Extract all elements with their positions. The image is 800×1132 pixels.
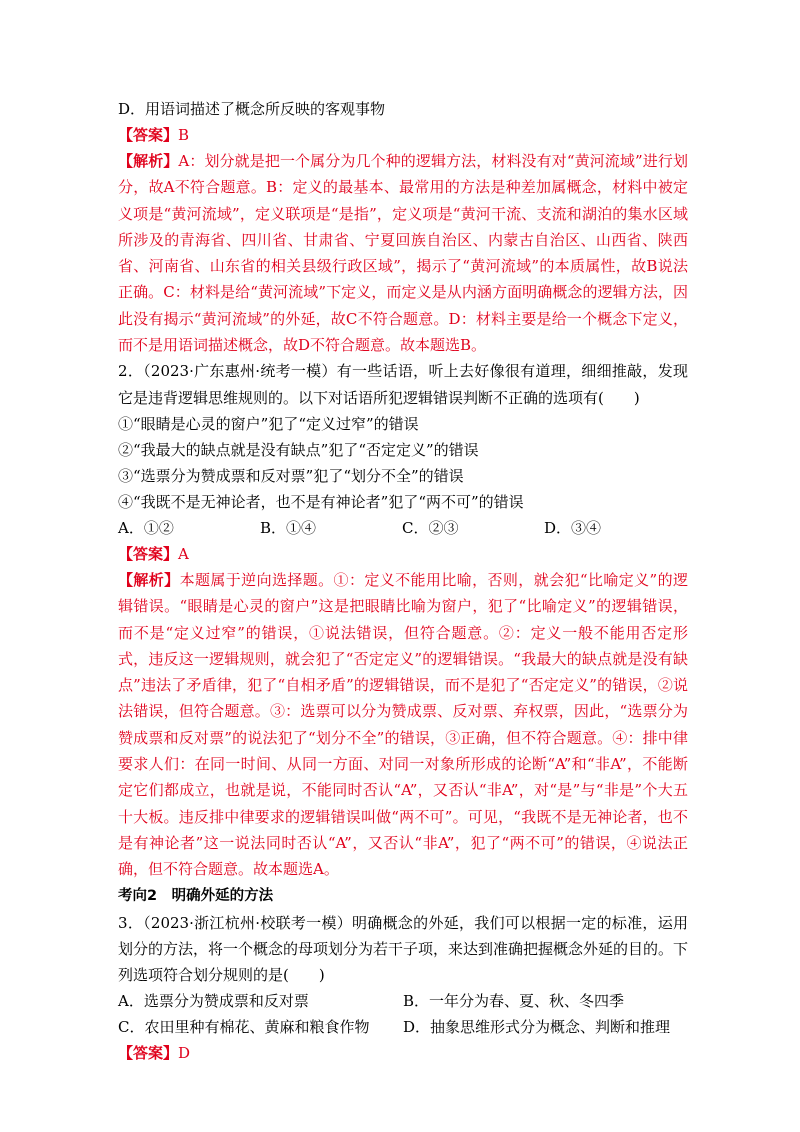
q3-options-row-2	[118, 1014, 688, 1040]
answer-value: A	[178, 544, 189, 563]
q2-option-a: A．①②	[118, 518, 174, 537]
section-heading: 考向2 明确外延的方法	[118, 887, 274, 904]
q2-item-1: ①“眼睛是心灵的窗户”犯了“定义过窄”的错误	[118, 414, 419, 433]
analysis-text: 本题属于逆向选择题。①：定义不能用比喻，否则，就会犯“比喻定义”的逻辑错误。“眼睛是心灵的窗户”这是把眼睛比喻为窗户，犯了“比喻定义”的逻辑错误，而不是“定义过窄”的错误，①说法错误，但符合题意。②：定义一般不能用否定形式，违反这一逻辑规则，就会犯了“否定定义”的逻辑错误。“我最大的缺点就是没有缺点”违法了矛盾律，犯了“自相矛盾”的逻辑错误，而不是犯了“否定定义”的错误，②说法错误，但符合题意。③：选票可以分为赞成票、反对票、弃权票，因此，“选票分为赞成票和反对票”的说法犯了“划分不全”的错误，③正确，但不符合题意。④：排中律要求人们：在同一时间、从同一方面、对同一对象所形成的论断“A”和“非A”，不能断定它们都成立，也就是说，不能同时否认“A”，又否认“非A”，对“是”与“非是”个大五十大板。违反排中律要求的逻辑错误叫做“两不可”。可见，“我既不是无神论者，也不是有神论者”这一说法同时否认“A”，又否认“非A”，犯了“两不可”的错误，④说法正确，但不符合题意。故本题选A。	[118, 570, 688, 879]
answer-label: 【答案】	[118, 1044, 179, 1063]
q2-options	[118, 515, 688, 541]
q3-option-c: C．农田里种有棉花、黄麻和粮食作物	[118, 1018, 370, 1037]
q3-options-row-1	[118, 988, 688, 1014]
q2-item-4: ④“我既不是无神论者，也不是有神论者”犯了“两不可”的错误	[118, 492, 524, 511]
q3-stem: 3．（2023·浙江杭州·校联考一模）明确概念的外延，我们可以根据一定的标准，运用划分的方法，将一个概念的母项划分为若干子项，来达到准确把握概念外延的目的。下列选项符合划分规则的是( )	[118, 913, 689, 985]
q2-stem: 2．（2023·广东惠州·统考一模）有一些话语，听上去好像很有道理，细细推敲，发现它是违背逻辑思维规则的。以下对话语所犯逻辑错误判断不正确的选项有( )	[118, 362, 688, 407]
answer-value: B	[178, 126, 190, 144]
answer-value: D	[178, 1044, 191, 1063]
q2-option-d: D．③④	[544, 518, 602, 537]
answer-label: 【答案】	[118, 126, 179, 144]
q2-item-3: ③“选票分为赞成票和反对票”犯了“划分不全”的错误	[118, 466, 464, 485]
analysis-label: 【解析】	[118, 152, 179, 170]
q3-option-b: B．一年分为春、夏、秋、冬四季	[403, 992, 625, 1011]
analysis-label: 【解析】	[118, 570, 180, 589]
q2-option-b: B．①④	[260, 518, 317, 537]
q3-option-d: D．抽象思维形式分为概念、判断和推理	[403, 1018, 671, 1037]
q2-item-2: ②“我最大的缺点就是没有缺点”犯了“否定定义”的错误	[118, 440, 479, 459]
q2-option-c: C．②③	[402, 518, 459, 537]
q1-analysis	[118, 148, 688, 358]
q1-option-d: D．用语词描述了概念所反映的客观事物	[118, 100, 386, 118]
analysis-text: A：划分就是把一个属分为几个种的逻辑方法，材料没有对“黄河流域”进行划分，故A不符合题意。B：定义的最基本、最常用的方法是种差加属概念，材料中被定义项是“黄河流域”，定义联项是“是指”，定义项是“黄河干流、支流和湖泊的集水区域所涉及的青海省、四川省、甘肃省、宁夏回族自治区、内蒙古自治区、山西省、陕西省、河南省、山东省的相关县级行政区域”，揭示了“黄河流域”的本质属性，故B说法正确。C：材料是给“黄河流域”下定义，而定义是从内涵方面明确概念的逻辑方法，因此没有揭示“黄河流域”的外延，故C不符合题意。D：材料主要是给一个概念下定义，而不是用语词描述概念，故D不符合题意。故本题选B。	[118, 152, 688, 355]
q1-answer	[118, 122, 688, 148]
q3-answer	[118, 1040, 688, 1066]
q3-option-a: A．选票分为赞成票和反对票	[118, 992, 309, 1011]
answer-label: 【答案】	[118, 544, 179, 563]
document-content	[118, 96, 688, 1066]
q2-analysis	[118, 567, 688, 883]
q2-answer	[118, 541, 688, 567]
